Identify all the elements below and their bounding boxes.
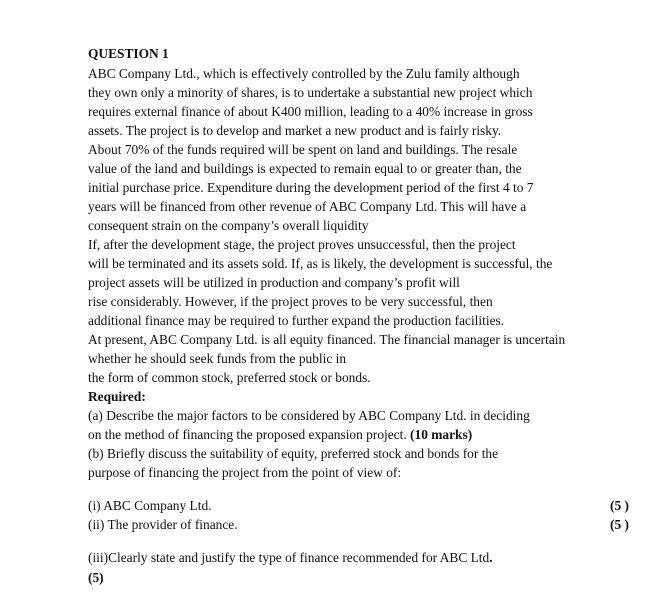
paragraph-line: requires external finance of about K400 million, leading to a 40% increase in gross: [88, 104, 533, 119]
part-a-text: on the method of financing the proposed expansion project.: [88, 427, 411, 442]
paragraph-line: At present, ABC Company Ltd. is all equity financed. The financial manager is uncertain: [88, 332, 566, 347]
sub-item-text: (ii) The provider of finance.: [88, 517, 238, 532]
paragraph-line: years will be financed from other revenue of ABC Company Ltd. This will have a: [88, 199, 527, 214]
paragraph-line: If, after the development stage, the project proves unsuccessful, then the project: [88, 237, 516, 252]
part-iii-period: .: [489, 550, 493, 565]
paragraph-line: initial purchase price. Expenditure during the development period of the first 4 to 7: [88, 180, 534, 195]
paragraph-line: they own only a minority of shares, is to undertake a substantial new project which: [88, 85, 533, 100]
paragraph-line: assets. The project is to develop and market a new product and is fairly risky.: [88, 123, 502, 138]
part-a-line: (a) Describe the major factors to be considered by ABC Company Ltd. in deciding: [88, 408, 530, 423]
part-iii-marks: (5): [88, 570, 104, 585]
paragraph-line: rise considerably. However, if the project proves to be very successful, then: [88, 294, 493, 309]
paragraph-line: will be terminated and its assets sold. If, as is likely, the development is successful, the: [88, 256, 553, 271]
part-iii-line: [88, 550, 493, 566]
paragraph-line: value of the land and buildings is expected to remain equal to or greater than, the: [88, 161, 522, 176]
required-label: Required:: [88, 389, 146, 404]
paragraph-line: the form of common stock, preferred stock or bonds.: [88, 370, 371, 385]
paragraph-line: ABC Company Ltd., which is effectively controlled by the Zulu family although: [88, 66, 520, 81]
part-iii-text: (iii)Clearly state and justify the type of finance recommended for ABC Ltd: [88, 550, 490, 565]
part-a-line: [88, 427, 472, 443]
paragraph-line: About 70% of the funds required will be spent on land and buildings. The resale: [88, 142, 518, 157]
sub-item-marks: (5 ): [610, 498, 629, 513]
sub-item-text: (i) ABC Company Ltd.: [88, 498, 212, 513]
sub-item-marks: (5 ): [610, 517, 629, 532]
paragraph-line: additional finance may be required to further expand the production facilities.: [88, 313, 505, 328]
paragraph-line: whether he should seek funds from the public in: [88, 351, 347, 366]
paragraph-line: consequent strain on the company’s overall liquidity: [88, 218, 369, 233]
paragraph-line: project assets will be utilized in production and company’s profit will: [88, 275, 460, 290]
part-a-marks: (10 marks): [410, 427, 473, 442]
part-b-line: purpose of financing the project from the point of view of:: [88, 465, 402, 480]
question-heading: QUESTION 1: [88, 46, 169, 61]
part-b-line: (b) Briefly discuss the suitability of equity, preferred stock and bonds for the: [88, 446, 499, 461]
